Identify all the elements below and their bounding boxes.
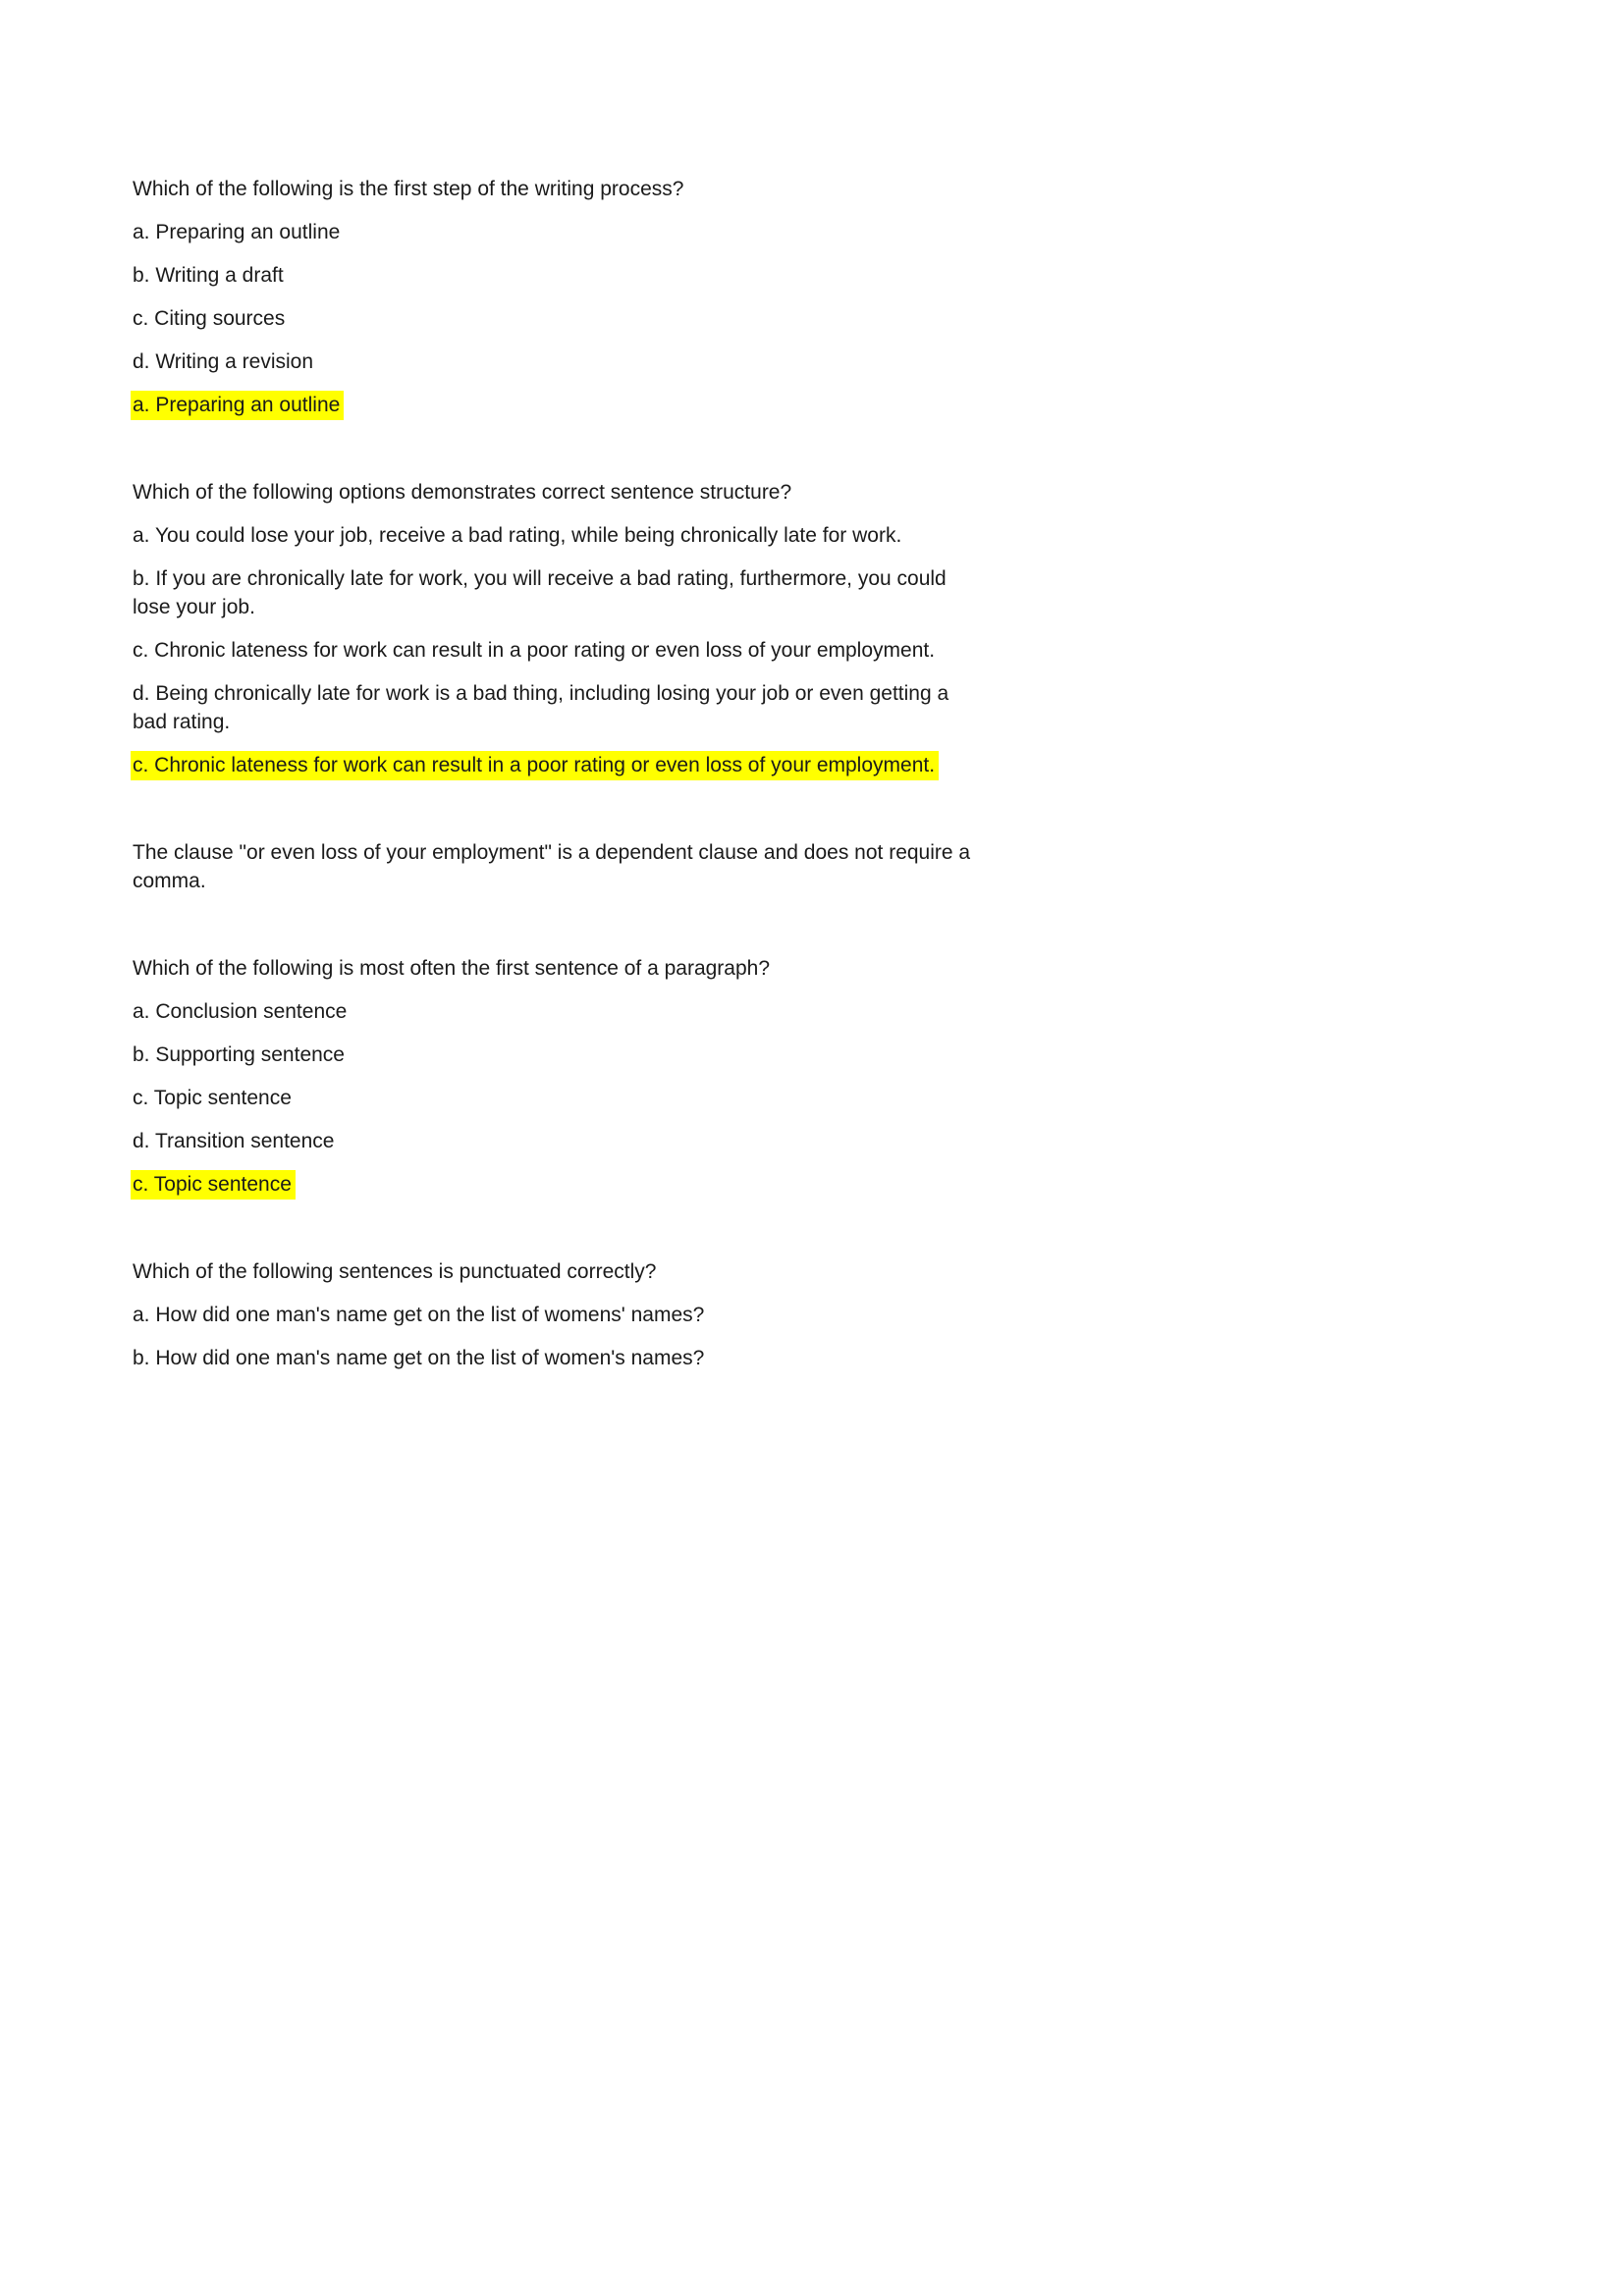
quiz-content	[133, 175, 979, 1372]
question-4-option-b: b. How did one man's name get on the list of women's names?	[133, 1347, 705, 1369]
question-3-answer-highlight: c. Topic sentence	[131, 1170, 296, 1200]
question-3-option-c: c. Topic sentence	[133, 1087, 292, 1109]
block-spacer	[133, 794, 979, 838]
question-1-option-a: a. Preparing an outline	[133, 221, 341, 243]
question-3-option-d: d. Transition sentence	[133, 1130, 335, 1152]
question-block-2	[133, 478, 979, 779]
question-1-answer-highlight: a. Preparing an outline	[131, 391, 344, 420]
question-1-text: Which of the following is the first step of the writing process?	[133, 178, 684, 200]
question-2-option-a: a. You could lose your job, receive a bad rating, while being chronically late for work.	[133, 524, 902, 547]
question-4-text: Which of the following sentences is punctuated correctly?	[133, 1260, 657, 1283]
question-2-option-c: c. Chronic lateness for work can result in a poor rating or even loss of your employment.	[133, 639, 936, 662]
question-3-option-a: a. Conclusion sentence	[133, 1000, 348, 1023]
question-block-3	[133, 954, 979, 1199]
question-3-answer-line	[133, 1170, 979, 1199]
question-2-option-d: d. Being chronically late for work is a bad thing, including losing your job or even getting a bad rating.	[133, 682, 949, 733]
block-spacer	[133, 910, 979, 954]
question-1-option-d: d. Writing a revision	[133, 350, 314, 373]
question-3-text: Which of the following is most often the first sentence of a paragraph?	[133, 957, 771, 980]
question-2-option-b: b. If you are chronically late for work, you will receive a bad rating, furthermore, you could lose your job.	[133, 567, 947, 618]
question-1-option-c: c. Citing sources	[133, 307, 286, 330]
question-2-answer-line	[133, 751, 979, 779]
question-1-option-b: b. Writing a draft	[133, 264, 284, 287]
question-4-option-a: a. How did one man's name get on the list of womens' names?	[133, 1304, 705, 1326]
block-spacer	[133, 434, 979, 478]
question-block-1	[133, 175, 979, 419]
question-2-text: Which of the following options demonstrates correct sentence structure?	[133, 481, 792, 504]
question-3-option-b: b. Supporting sentence	[133, 1043, 345, 1066]
question-2-answer-highlight: c. Chronic lateness for work can result in a poor rating or even loss of your employment.	[131, 751, 939, 780]
block-spacer	[133, 1213, 979, 1257]
question-1-answer-line	[133, 391, 979, 419]
note-text: The clause "or even loss of your employment" is a dependent clause and does not require a comma.	[133, 841, 971, 892]
question-block-4	[133, 1257, 979, 1372]
note-block	[133, 838, 979, 895]
